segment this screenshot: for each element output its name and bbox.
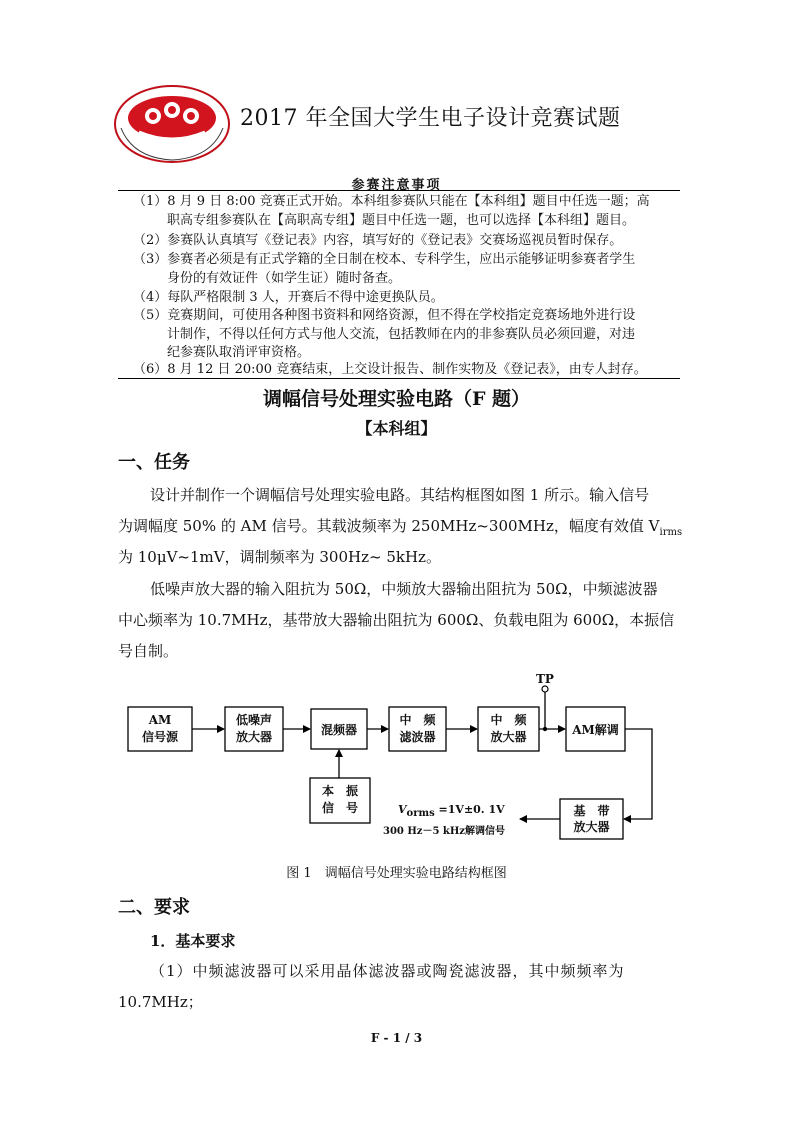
notice-line-2: 职高专组参赛队在【高职高专组】题目中任选一题，也可以选择【本科组】题目。 — [167, 213, 636, 228]
block-if-amp-label-1: 中 频 — [490, 713, 527, 727]
req-para-line-1: （1）中频滤波器可以采用晶体滤波器或陶瓷滤波器，其中频频率为 — [150, 962, 625, 980]
block-lna-label-2: 放大器 — [235, 730, 272, 744]
notice-title: 参赛注意事项 — [351, 178, 442, 193]
block-lna-label-1: 低噪声 — [235, 713, 272, 727]
problem-title: 调幅信号处理实验电路（F 题） — [262, 388, 531, 410]
page-footer: F - 1 / 3 — [370, 1031, 423, 1045]
block-local-osc-label — [310, 783, 370, 817]
task-para-2-line-1: 低噪声放大器的输入阻抗为 50Ω，中频放大器输出阻抗为 50Ω，中频滤波器 — [150, 580, 658, 598]
notice-line-7: （5）竞赛期间，可使用各种图书资料和网络资源，但不得在学校指定竞赛场地外进行设 — [133, 308, 636, 323]
group-label: 【本科组】 — [356, 419, 437, 438]
block-local-osc-label-2: 信 号 — [321, 801, 358, 815]
tp-label: TP — [536, 672, 554, 686]
req-para-line-2: 10.7MHz； — [118, 993, 203, 1011]
block-baseband-amp-label-1: 基 带 — [573, 804, 610, 818]
block-am-source-label — [128, 712, 192, 746]
tp-terminal — [542, 686, 548, 692]
figure-caption: 图 1 调幅信号处理实验电路结构框图 — [286, 866, 507, 881]
section-task-heading: 一、任务 — [118, 452, 190, 473]
task-para-2-line-2: 中心频率为 10.7MHz，基带放大器输出阻抗为 600Ω、负载电阻为 600Ω，本振信 — [118, 611, 675, 629]
notice-line-8: 计制作，不得以任何方式与他人交流，包括教师在内的非参赛队员必须回避，对违 — [167, 327, 636, 342]
block-if-filter-label — [389, 712, 446, 746]
notice-line-6: （4）每队严格限制 3 人，开赛后不得中途更换队员。 — [133, 290, 444, 305]
task-para-1-line-2: 为调幅度 50% 的 AM 信号。其载波频率为 250MHz~300MHz，幅度有效值 $V_{irms}$ — [118, 517, 683, 538]
notice-line-3: （2）参赛队认真填写《登记表》内容，填写好的《登记表》交赛场巡视员暂时保存。 — [133, 233, 623, 248]
notice-line-4: （3）参赛者必须是有正式学籍的全日制在校本、专科学生，应出示能够证明参赛者学生 — [133, 252, 636, 267]
tp-node — [543, 727, 547, 731]
section-requirements-heading: 二、要求 — [118, 897, 190, 918]
task-para-2-line-3: 号自制。 — [118, 642, 179, 660]
block-am-source-label-2: 信号源 — [141, 730, 178, 744]
arrow-demod-baseband — [624, 729, 652, 819]
task-para-1-line-3: 为 10μV~1mV，调制频率为 300Hz~ 5kHz。 — [118, 548, 441, 566]
block-baseband-amp-label-2: 放大器 — [573, 820, 610, 834]
basic-requirements-heading: 1．基本要求 — [150, 932, 236, 950]
task-para-1-line-1: 设计并制作一个调幅信号处理实验电路。其结构框图如图 1 所示。输入信号 — [150, 486, 650, 504]
output-spec-label: $V_{orms} =1V\pm 0$. 1V — [398, 803, 505, 820]
block-local-osc-label-1: 本 振 — [321, 784, 358, 798]
block-mixer-label: 混频器 — [320, 723, 357, 737]
block-am-demod-label: AM解调 — [572, 723, 619, 737]
block-am-source-label-1: AM — [148, 713, 172, 727]
output-signal-label: 300 Hz－5 kHz解调信号 — [383, 826, 505, 837]
block-lna-label — [225, 712, 283, 746]
notice-line-9: 纪参赛队取消评审资格。 — [167, 345, 311, 360]
block-if-amp-label-2: 放大器 — [490, 730, 527, 744]
block-if-filter-label-2: 滤波器 — [399, 730, 436, 744]
block-if-amp-label — [478, 712, 539, 746]
contest-title: 2017 年全国大学生电子设计竞赛试题 — [240, 106, 621, 131]
notice-line-10: （6）8 月 12 日 20:00 竞赛结束，上交设计报告、制作实物及《登记表》，由专人封存。 — [133, 362, 647, 377]
notice-line-1: （1）8 月 9 日 8:00 竞赛正式开始。本科组参赛队只能在【本科组】题目中任选一题；高 — [133, 194, 650, 209]
notice-line-5: 身份的有效证件（如学生证）随时备查。 — [167, 271, 402, 286]
block-if-filter-label-1: 中 频 — [399, 713, 436, 727]
block-baseband-amp-label — [560, 803, 623, 835]
